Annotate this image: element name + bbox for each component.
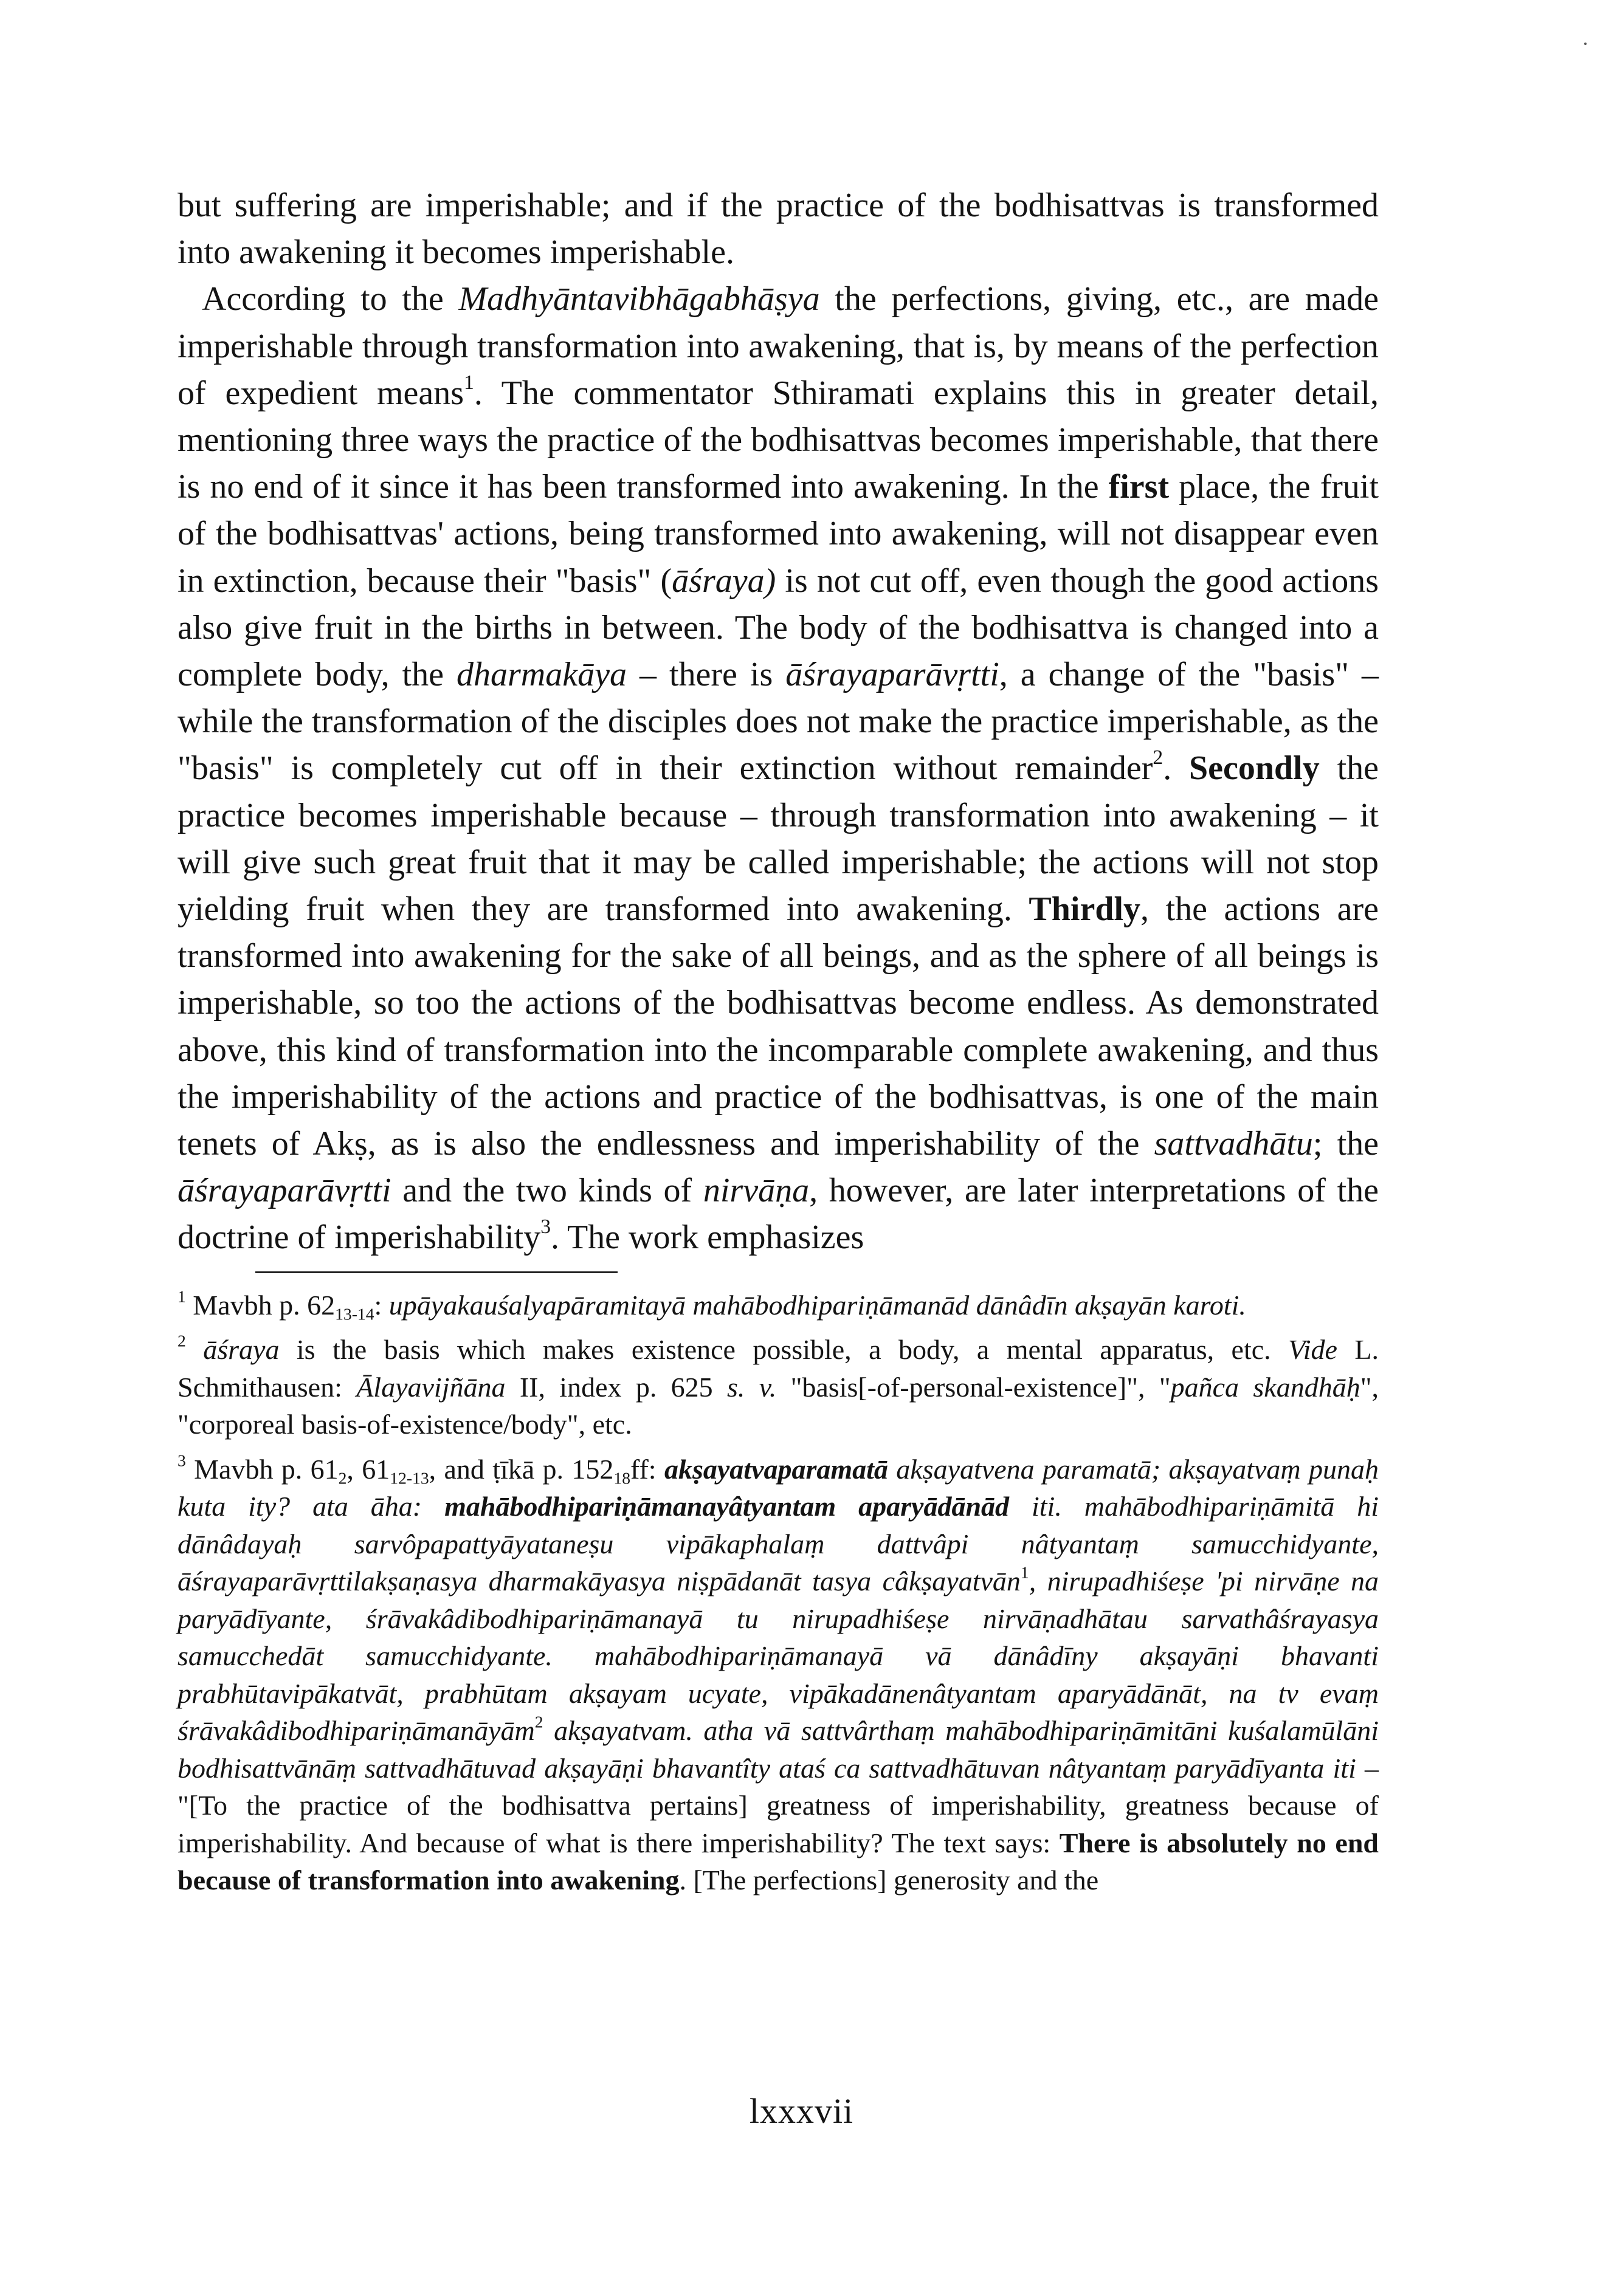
text-run: ff: [630,1453,664,1485]
sanskrit-quote: akṣayatvena paramatā; akṣayatvaṃ punaḥ kuta ity? ata āha: [178,1453,1379,1522]
text-run: II, index p. 625 [505,1371,727,1403]
sanskrit-quote: upāyakauśalyapāramitayā mahābodhipariṇāmanād dānâdīn akṣayān karoti. [388,1289,1246,1321]
line-ref: 12-13 [390,1468,429,1487]
text-run: . The commentator Sthiramati explains this in greater detail, mentioning three ways the practice of the bodhisattvas becomes imperishable, that there is no end of it since it has been transformed into awakening. In the [178,374,1379,506]
bold-sanskrit-term: akṣayatvaparamatā [664,1453,888,1485]
text-run: ; the [1312,1125,1379,1163]
text-run: , 61 [346,1453,390,1485]
text-run: is not cut off, even though the good actions also give fruit in the births in between. The body of the bodhisattva is changed into a complete body, the [178,562,1379,694]
italic-term: Vide [1288,1334,1337,1366]
text-run: : [374,1289,389,1321]
italic-term: sattvadhātu [1154,1125,1313,1163]
paragraph-continued [178,182,1379,276]
bold-translation: There is absolutely no end because of transformation into awakening [178,1827,1379,1896]
inline-ref-mark: 1 [1020,1562,1029,1582]
text-run: is the basis which makes existence possible, a body, a mental apparatus, etc. [279,1334,1289,1366]
footnote-mark: 3 [178,1450,186,1469]
sanskrit-quote: , nirupadhiśeṣe 'pi nirvāṇe na paryādīyante, śrāvakâdibodhipariṇāmanayā tu nirupadhiśeṣe nirvāṇadhātau sarvathâśrayasya samucchedāt samucchidyante. mahābodhipariṇāmanayā vā dānâdīny akṣayāṇi bhavanti prabhūtavipākatvāt, prabhūtam akṣayam ucyate, vipākadānenâtyantam aparyādānāt, na tv evaṃ śrāvakâdibodhipariṇāmanāyām [178,1566,1379,1747]
bold-term-thirdly: Thirdly [1029,890,1141,929]
text-run: "basis[-of-personal-existence]", " [776,1371,1171,1403]
line-ref: 18 [613,1468,630,1487]
text-run: ", "corporeal basis-of-existence/body", etc. [178,1371,1379,1440]
text-run: – there is [626,656,786,694]
footnote-ref-3: 3 [540,1215,551,1239]
page-number: lxxxvii [749,2091,854,2131]
text-run: and the two kinds of [391,1172,703,1210]
bold-term-first: first [1108,468,1170,506]
sanskrit-quote: iti. mahābodhipariṇāmitā hi dānâdayaḥ sarvôpapattyāyataneṣu vipākaphalaṃ dattvâpi nâtyantaṃ samucchidyante, āśrayaparāvṛttilakṣaṇasya dharmakāyasya niṣpādanāt tasya câkṣayatvān [178,1491,1379,1597]
text-run: place, the fruit of the bodhisattvas' actions, being transformed into awakening, will not disappear even in extinction, because their "basis" ( [178,468,1379,600]
footnote-ref-1: 1 [464,371,474,394]
bold-sanskrit-term: mahābodhipariṇāmanayâtyantam aparyādānād [444,1491,1010,1522]
text-run: According to the [202,280,459,318]
text-run: Mavbh p. 62 [185,1289,336,1321]
footnote-ref-2: 2 [1153,746,1163,769]
text-run: – "[To the practice of the bodhisattva pertains] greatness of imperishability, greatness because of imperishability. And because of what is there imperishability? The text says: [178,1752,1379,1858]
text-run: but suffering are imperishable; and if the practice of the bodhisattvas is transformed into awakening it becomes imperishable. [178,187,1379,272]
text-run: the practice becomes imperishable because – through transformation into awakening – it will give such great fruit that it may be called imperishable; the actions will not stop yielding fruit when they are transformed into awakening. [178,749,1379,929]
book-page [178,182,1379,1906]
work-title: Madhyāntavibhāgabhāṣya [458,280,820,318]
bold-term-secondly: Secondly [1189,749,1320,788]
main-text [178,182,1379,1262]
inline-ref-mark: 2 [534,1712,543,1731]
italic-term: pañca skandhāḥ [1170,1371,1360,1403]
sanskrit-quote: akṣayatvam. atha vā sattvârthaṃ mahābodhipariṇāmitāni kuśalamūlāni bodhisattvānāṃ sattvadhātuvad akṣayāṇi bhavantîty ataś ca sattvadhātuvan nâtyantaṃ paryādīyanta iti [178,1715,1379,1784]
text-run: . [1163,749,1190,788]
line-ref: 13-14 [335,1304,374,1323]
footnote-3 [178,1451,1379,1899]
line-ref: 2 [338,1468,347,1487]
italic-term: dharmakāya [457,656,627,694]
footnote-1 [178,1287,1379,1324]
footnote-separator [255,1271,618,1273]
work-title: Ālayavijñāna [356,1371,506,1403]
footnote-2 [178,1331,1379,1443]
footnote-mark: 2 [178,1331,186,1350]
text-run: . [The perfections] generosity and the [679,1865,1099,1896]
text-run: L. Schmithausen: [178,1334,1379,1403]
italic-term: āśraya) [672,562,776,600]
text-run: , a change of the "basis" – while the transformation of the disciples does not make the practice imperishable, as the "basis" is completely cut off in their extinction without remainder [178,656,1379,788]
italic-term: nirvāṇa [703,1172,810,1210]
footnotes [178,1287,1379,1899]
italic-term: āśrayaparāvṛtti [178,1172,391,1210]
text-run: , the actions are transformed into awakening for the sake of all beings, and as the sphere of all beings is imperishable, so too the actions of the bodhisattvas become endless. As demonstrated above, this kind of transformation into the incomparable complete awakening, and thus the imperishability of the actions and practice of the bodhisattvas, is one of the main tenets of Akṣ, as is also the endlessness and imperishability of the [178,890,1379,1163]
italic-term: āśrayaparāvṛtti [785,656,999,694]
paragraph-madhyantavibhaga [178,276,1379,1261]
text-run: . The work emphasizes [550,1218,864,1257]
text-run: , however, are later interpretations of the doctrine of imperishability [178,1172,1379,1257]
italic-term: s. v. [727,1371,777,1403]
footnote-mark: 1 [178,1286,186,1305]
text-run: the perfections, giving, etc., are made imperishable through transformation into awakening, that is, by means of the perfection of expedient means [178,280,1379,412]
text-run: , and ṭīkā p. 152 [429,1453,614,1485]
text-run: Mavbh p. 61 [185,1453,339,1485]
italic-term: āśraya [185,1334,280,1366]
scan-speck [1584,43,1587,45]
